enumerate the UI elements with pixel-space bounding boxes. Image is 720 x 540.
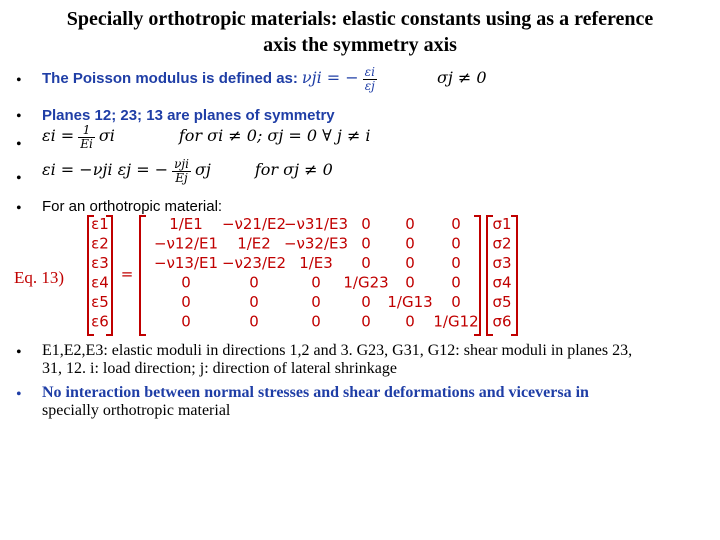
matrix-cell-5-2: 0 [249,293,259,311]
strain-den: Ei [80,137,93,151]
poisson-den: εj [364,79,375,93]
matrix-cell-5-5: 1/G13 [387,293,433,311]
bullet-4-marker: • [16,170,22,187]
matrix-cell-4-3: 0 [311,273,321,292]
matrix-cell-4-5: 0 [405,273,415,292]
matrix-cell-1-2: −ν21/E2 [221,215,287,233]
stress-component-1: σ1 [492,215,512,233]
matrix-cell-2-6: 0 [451,234,461,253]
strain-condition: for σi ≠ 0; σj = 0 ∀ j ≠ i [178,126,371,146]
matrix-cell-5-1: 0 [181,293,191,311]
matrix-cell-6-1: 0 [181,312,191,331]
title-line-2: axis the symmetry axis [263,34,457,56]
stress-bracket-right [511,216,517,335]
stress-component-6: σ6 [492,312,512,331]
strain-lhs: εi = [42,126,75,146]
strain-num: 1 [78,124,95,138]
matrix-cell-4-6: 0 [451,273,461,292]
bullet-7-marker: • [16,386,22,403]
matrix-cell-3-5: 0 [405,254,415,272]
poisson-condition: σj ≠ 0 [436,68,487,88]
matrix-cell-4-1: 0 [181,273,191,292]
strain-component-1: ε1 [91,215,109,233]
matrix-cell-5-4: 0 [361,293,371,311]
poisson-lhs: νji = − [301,68,359,88]
matrix-cell-6-6: 1/G12 [433,312,479,331]
equals-sign: = [120,265,134,283]
matrix-cell-2-2: 1/E2 [237,234,271,253]
matrix-cell-2-4: 0 [361,234,371,253]
matrix-cell-2-1: −ν12/E1 [153,234,219,253]
strain-component-6: ε6 [91,312,109,331]
equation-label: Eq. 13) [14,268,65,287]
no-interaction-line-2: specially orthotropic material [42,402,231,419]
matrix-cell-2-5: 0 [405,234,415,253]
strain-component-3: ε3 [91,254,109,272]
strain-rhs: σi [98,126,115,146]
lateral-den: Ej [175,171,188,185]
lateral-condition: for σj ≠ 0 [254,160,333,180]
stress-component-2: σ2 [492,234,512,253]
lateral-rhs: σj [194,160,211,180]
bullet-2-marker: • [16,108,22,125]
bullet-1-marker: • [16,72,22,89]
stress-component-5: σ5 [492,293,512,311]
title-line-1: Specially orthotropic materials: elastic constants using as a reference [66,8,654,30]
no-interaction-line-1: No interaction between normal stresses and shear deformations and viceversa in [42,384,589,401]
matrix-cell-6-2: 0 [249,312,259,331]
matrix-cell-3-4: 0 [361,254,371,272]
bullet-moduli-definitions [42,342,632,378]
strain-component-5: ε5 [91,293,109,311]
bullet-orthotropic-intro: For an orthotropic material: [42,198,223,215]
moduli-line-1: E1,E2,E3: elastic moduli in directions 1,2 and 3. G23, G31, G12: shear moduli in planes 23, [42,342,633,359]
matrix-cell-3-1: −ν13/E1 [153,254,219,272]
matrix-cell-1-1: 1/E1 [169,215,203,233]
bullet-symmetry-planes: Planes 12; 23; 13 are planes of symmetry [42,107,335,124]
stress-component-3: σ3 [492,254,512,272]
matrix-bracket-left [140,216,146,335]
matrix-cell-6-5: 0 [405,312,415,331]
matrix-cell-4-4: 1/G23 [343,273,389,292]
matrix-cell-3-6: 0 [451,254,461,272]
moduli-line-2: 31, 12. i: load direction; j: direction of lateral shrinkage [42,360,398,377]
matrix-cell-1-6: 0 [451,215,461,233]
matrix-cell-1-4: 0 [361,215,371,233]
strain-component-4: ε4 [91,273,109,292]
matrix-cell-3-3: 1/E3 [299,254,333,272]
matrix-cell-4-2: 0 [249,273,259,292]
bullet-6-marker: • [16,344,22,361]
bullet-5-marker: • [16,200,22,217]
matrix-cell-6-4: 0 [361,312,371,331]
matrix-cell-2-3: −ν32/E3 [283,234,349,253]
matrix-cell-1-3: −ν31/E3 [283,215,349,233]
bullet-3-marker: • [16,136,22,153]
bullet-no-interaction [42,384,589,420]
matrix-cell-1-5: 0 [405,215,415,233]
matrix-cell-6-3: 0 [311,312,321,331]
poisson-lead: The Poisson modulus is defined as: [42,70,298,88]
lateral-num: νji [174,157,189,171]
poisson-num: εi [364,65,375,79]
lateral-lhs: εi = −νji εj = − [42,160,169,180]
stress-component-4: σ4 [492,273,512,292]
matrix-cell-5-6: 0 [451,293,461,311]
strain-component-2: ε2 [91,234,109,253]
matrix-cell-3-2: −ν23/E2 [221,254,287,272]
matrix-cell-5-3: 0 [311,293,321,311]
